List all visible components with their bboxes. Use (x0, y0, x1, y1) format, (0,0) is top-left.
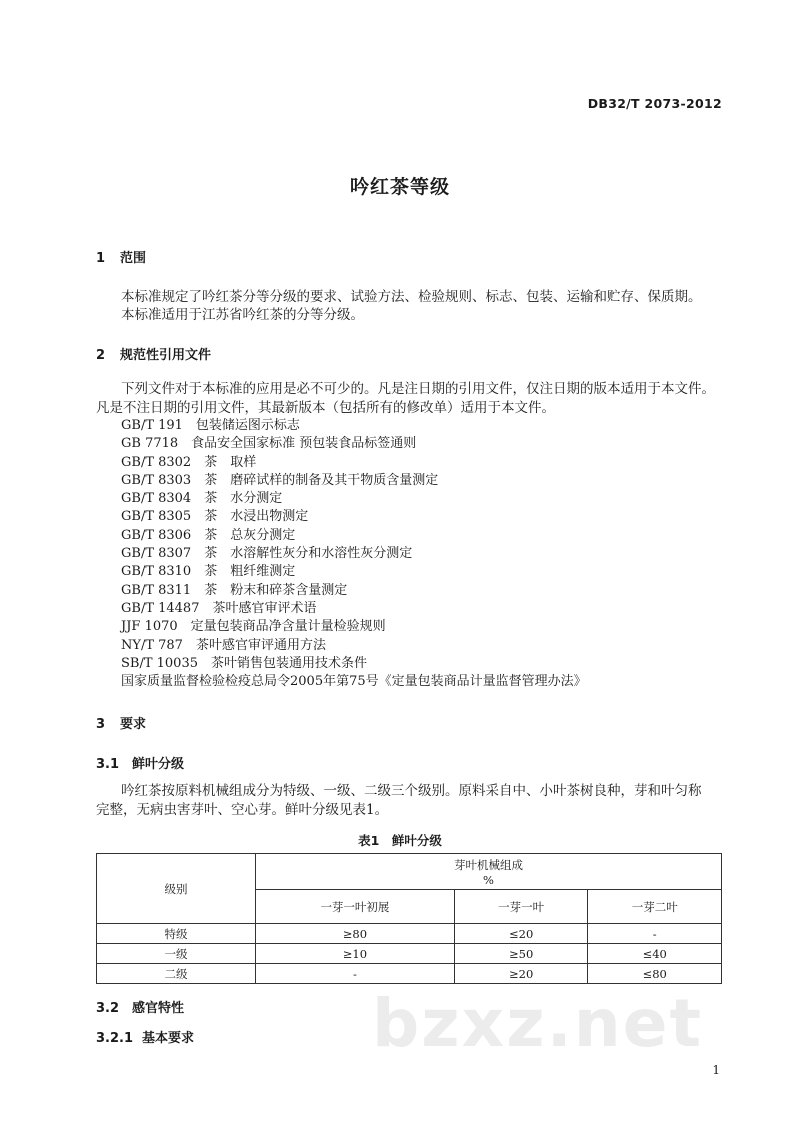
grade-cell: 二级 (97, 964, 256, 984)
standard-code: DB32/T 2073-2012 (587, 96, 722, 111)
section-1-heading (96, 247, 146, 266)
table-cell: - (256, 964, 455, 984)
watermark: bzxz.net (372, 985, 704, 1062)
group-header-label: 芽叶机械组成 (454, 857, 523, 872)
section-1-paragraph-2: 本标准适用于江苏省吟红茶的分等分级。 (121, 307, 364, 323)
section-title: 基本要求 (142, 1031, 195, 1046)
section-number: 2 (96, 348, 106, 363)
table-cell: ≤20 (454, 924, 588, 944)
reference-item: GB/T 8305 茶 水浸出物测定 (121, 509, 309, 525)
table-cell: ≥10 (256, 944, 455, 964)
reference-item: 国家质量监督检验检疫总局令2005年第75号《定量包装商品计量监督管理办法》 (121, 674, 587, 690)
table-cell: ≥20 (454, 964, 588, 984)
table-row (97, 964, 722, 984)
section-title: 范围 (120, 251, 147, 266)
section-2-heading (96, 344, 211, 363)
section-title: 要求 (120, 717, 147, 732)
column-header: 一芽一叶初展 (256, 890, 455, 924)
section-2-intro-line-2: 凡是不注日期的引用文件，其最新版本（包括所有的修改单）适用于本文件。 (96, 400, 555, 416)
section-number: 3.1 (96, 757, 120, 772)
reference-item: GB 7718 食品安全国家标准 预包装食品标签通则 (121, 436, 417, 452)
grade-cell: 特级 (97, 924, 256, 944)
table-cell: ≤80 (588, 964, 722, 984)
section-3-heading (96, 713, 146, 732)
section-3-1-paragraph-line-2: 完整，无病虫害芽叶、空心芽。鲜叶分级见表1。 (96, 802, 389, 818)
reference-item: GB/T 8304 茶 水分测定 (121, 491, 283, 507)
fresh-leaf-grade-table (96, 853, 722, 984)
group-header-cell (256, 854, 722, 890)
page-number: 1 (712, 1063, 720, 1077)
table-cell: ≤40 (588, 944, 722, 964)
section-3-1-heading (96, 753, 184, 772)
reference-list (121, 417, 587, 691)
reference-item: GB/T 8306 茶 总灰分测定 (121, 527, 296, 543)
section-number: 1 (96, 251, 106, 266)
section-number: 3.2 (96, 1001, 120, 1016)
table-cell: ≥50 (454, 944, 588, 964)
table-cell: ≥80 (256, 924, 455, 944)
grade-header-cell: 级别 (97, 854, 256, 924)
reference-item: GB/T 8303 茶 磨碎试样的制备及其干物质含量测定 (121, 472, 439, 488)
reference-item: GB/T 8307 茶 水溶解性灰分和水溶性灰分测定 (121, 546, 413, 562)
table-row (97, 944, 722, 964)
table-row (97, 924, 722, 944)
reference-item: GB/T 8302 茶 取样 (121, 454, 257, 470)
column-header: 一芽一叶 (454, 890, 588, 924)
section-number: 3 (96, 717, 106, 732)
section-title: 感官特性 (132, 1001, 185, 1016)
reference-item: NY/T 787 茶叶感官审评通用方法 (121, 637, 326, 653)
reference-item: GB/T 8311 茶 粉末和碎茶含量测定 (121, 582, 348, 598)
reference-item: GB/T 14487 茶叶感官审评术语 (121, 600, 317, 616)
unit-label: % (483, 872, 494, 887)
reference-item: GB/T 191 包装储运图示标志 (121, 418, 300, 433)
section-title: 规范性引用文件 (120, 348, 212, 363)
section-2-intro-line-1: 下列文件对于本标准的应用是必不可少的。凡是注日期的引用文件，仅注日期的版本适用于本文件。 (121, 381, 715, 397)
section-3-2-1-heading (96, 1027, 194, 1046)
table-caption: 表1 鲜叶分级 (358, 833, 442, 848)
section-title: 鲜叶分级 (132, 757, 185, 772)
column-header: 一芽二叶 (588, 890, 722, 924)
reference-item: SB/T 10035 茶叶销售包装通用技术条件 (121, 655, 367, 671)
section-number: 3.2.1 (96, 1031, 134, 1046)
grade-cell: 一级 (97, 944, 256, 964)
reference-item: GB/T 8310 茶 粗纤维测定 (121, 564, 296, 580)
table-cell: - (588, 924, 722, 944)
table-header-row (97, 854, 722, 890)
document-title: 吟红茶等级 (349, 176, 450, 198)
section-3-2-heading (96, 997, 184, 1016)
section-3-1-paragraph-line-1: 吟红茶按原料机械组成分为特级、一级、二级三个级别。原料采自中、小叶茶树良种，芽和叶匀称 (121, 783, 702, 799)
section-1-paragraph-1: 本标准规定了吟红茶分等分级的要求、试验方法、检验规则、标志、包装、运输和贮存、保质期。 (121, 289, 702, 305)
reference-item: JJF 1070 定量包装商品净含量计量检验规则 (121, 619, 386, 635)
